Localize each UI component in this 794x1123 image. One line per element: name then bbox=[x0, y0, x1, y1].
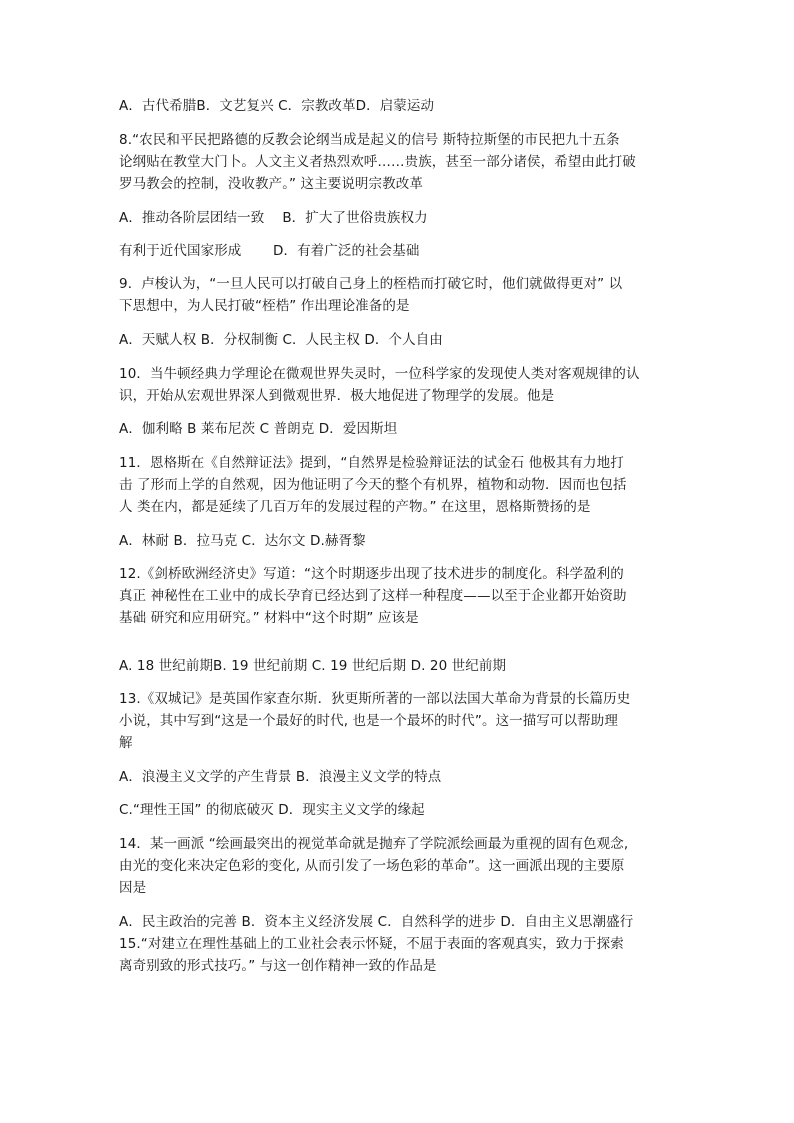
q11-stem-line-2: 击 了形而上学的自然观，因为他证明了今天的整个有机界，植物和动物．因而也包括 bbox=[119, 477, 627, 493]
q12-stem-line-3: 基础 研究和应用研究。” 材料中“这个时期” 应该是 bbox=[119, 610, 419, 626]
q12-stem-line-1: 12.《剑桥欧洲经济史》写道：“这个时期逐步出现了技术进步的制度化。科学盈利的 bbox=[119, 566, 624, 582]
q8-stem-line-1: 8.“农民和平民把路德的反教会论纲当成是起义的信号 斯特拉斯堡的市民把九十五条 bbox=[119, 132, 620, 148]
q15-stem-line-1: 15.“对建立在理性基础上的工业社会表示怀疑，不屈于表面的客观真实，致力于探索 bbox=[119, 936, 624, 952]
q8-stem-line-3: 罗马教会的控制，没收教产。” 这主要说明宗教改革 bbox=[119, 176, 423, 192]
q11-options: A．林耐 B．拉马克 C．达尔文 D.赫胥黎 bbox=[119, 533, 366, 549]
q12-options: A. 18 世纪前期B. 19 世纪前期 C. 19 世纪后期 D. 20 世纪前期 bbox=[119, 658, 507, 674]
q8-options-cd: 有利于近代国家形成 D．有着广泛的社会基础 bbox=[119, 243, 420, 259]
q8-stem-line-2: 论纲贴在教堂大门卜。人文主义者热烈欢呼……贵族，甚至一部分诸侯，希望由此打破 bbox=[119, 154, 636, 170]
q15-stem-line-2: 离奇别致的形式技巧。” 与这一创作精神一致的作品是 bbox=[119, 958, 437, 974]
q11-stem-line-3: 人 类在内，都是延续了几百万年的发展过程的产物。” 在这里，恩格斯赞扬的是 bbox=[119, 499, 591, 515]
q14-stem-line-1: 14．某一画派 “绘画最突出的视觉革命就是抛弃了学院派绘画最为重视的固有色观念, bbox=[119, 836, 629, 852]
q13-stem-line-1: 13.《双城记》是英国作家查尔斯．狄更斯所著的一部以法国大革命为背景的长篇历史 bbox=[119, 691, 631, 707]
q7-options: A．古代希腊B．文艺复兴 C．宗教改革D．启蒙运动 bbox=[119, 98, 435, 114]
q13-options-ab: A．浪漫主义文学的产生背景 B．浪漫主义文学的特点 bbox=[119, 769, 442, 785]
q10-stem-line-1: 10．当牛顿经典力学理论在微观世界失灵时，一位科学家的发现使人类对客观规律的认 bbox=[119, 366, 640, 382]
q14-stem-line-3: 因是 bbox=[119, 880, 147, 896]
q9-stem-line-1: 9．卢梭认为，“一旦人民可以打破自己身上的桎梏而打破它时，他们就做得更对” 以 bbox=[119, 276, 623, 292]
q8-options-ab: A．推动各阶层团结一致 B．扩大了世俗贵族权力 bbox=[119, 210, 428, 226]
q13-stem-line-2: 小说，其中写到“这是一个最好的时代, 也是一个最坏的时代”。这一描写可以帮助理 bbox=[119, 713, 618, 729]
q13-options-cd: C.“理性王国” 的彻底破灭 D．现实主义文学的缘起 bbox=[119, 802, 425, 818]
q10-stem-line-2: 识，开始从宏观世界深人到微观世界．极大地促进了物理学的发展。他是 bbox=[119, 388, 555, 404]
q10-options: A．伽利略 B 莱布尼茨 C 普朗克 D．爱因斯坦 bbox=[119, 421, 398, 437]
q9-stem-line-2: 下思想中，为人民打破“桎梏” 作出理论准备的是 bbox=[119, 298, 410, 314]
q12-stem-line-2: 真正 神秘性在工业中的成长孕育已经达到了这样一种程度——以至于企业都开始资助 bbox=[119, 588, 627, 604]
q14-options: A．民主政治的完善 B．资本主义经济发展 C．自然科学的进步 D．自由主义思潮盛行 bbox=[119, 914, 634, 930]
q11-stem-line-1: 11．恩格斯在《自然辩证法》提到，“自然界是检验辩证法的试金石 他极其有力地打 bbox=[119, 455, 624, 471]
q13-stem-line-3: 解 bbox=[119, 735, 133, 751]
q14-stem-line-2: 由光的变化来决定色彩的变化, 从而引发了一场色彩的革命”。这一画派出现的主要原 bbox=[119, 858, 625, 874]
q9-options: A．天赋人权 B．分权制衡 C．人民主权 D．个人自由 bbox=[119, 332, 443, 348]
